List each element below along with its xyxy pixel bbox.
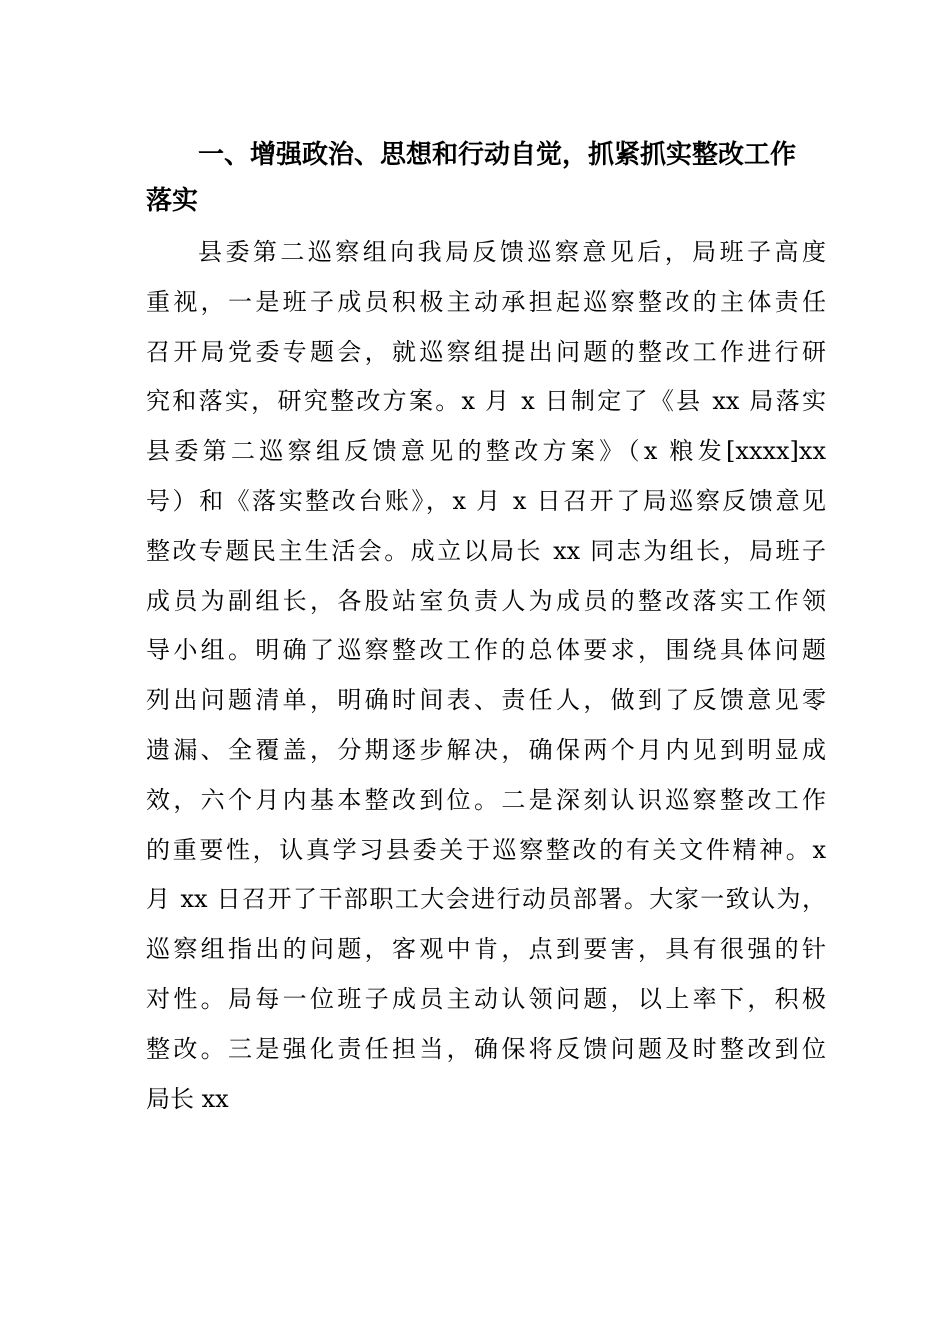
paragraph-line: 县委第二巡察组向我局反馈巡察意见后，局班子高度 — [198, 238, 826, 266]
section-heading-line: 落实 — [146, 186, 199, 216]
paragraph-line: 导小组。明确了巡察整改工作的总体要求，围绕具体问题 — [146, 636, 826, 665]
paragraph-line: 局长 xx — [146, 1084, 229, 1113]
paragraph-line: 效，六个月内基本整改到位。二是深刻认识巡察整改工作 — [146, 785, 826, 814]
section-heading-line: 一、增强政治、思想和行动自觉，抓紧抓实整改工作 — [198, 140, 797, 170]
section-heading — [146, 132, 816, 224]
paragraph-line: 对性。局每一位班子成员主动认领问题，以上率下，积极 — [146, 984, 826, 1013]
paragraph-line: 的重要性，认真学习县委关于巡察整改的有关文件精神。x — [146, 835, 826, 864]
paragraph-line: 究和落实，研究整改方案。x 月 x 日制定了《县 xx 局落实 — [146, 387, 826, 416]
paragraph-line: 整改专题民主生活会。成立以局长 xx 同志为组长，局班子 — [146, 536, 826, 565]
paragraph-line: 召开局党委专题会，就巡察组提出问题的整改工作进行研 — [146, 337, 826, 366]
paragraph-line: 月 xx 日召开了干部职工大会进行动员部署。大家一致认为， — [146, 885, 826, 914]
paragraph-line: 县委第二巡察组反馈意见的整改方案》（x 粮发[xxxx]xx — [146, 437, 826, 466]
body-paragraph — [146, 228, 826, 1124]
paragraph-line: 巡察组指出的问题，客观中肯，点到要害，具有很强的针 — [146, 935, 826, 964]
paragraph-line: 成员为副组长，各股站室负责人为成员的整改落实工作领 — [146, 586, 826, 615]
paragraph-line: 遗漏、全覆盖，分期逐步解决，确保两个月内见到明显成 — [146, 735, 826, 764]
paragraph-line: 整改。三是强化责任担当，确保将反馈问题及时整改到位 — [146, 1034, 826, 1063]
paragraph-line: 重视，一是班子成员积极主动承担起巡察整改的主体责任 — [146, 287, 826, 316]
paragraph-line: 列出问题清单，明确时间表、责任人，做到了反馈意见零 — [146, 686, 826, 715]
paragraph-line: 号）和《落实整改台账》，x 月 x 日召开了局巡察反馈意见 — [146, 486, 826, 515]
